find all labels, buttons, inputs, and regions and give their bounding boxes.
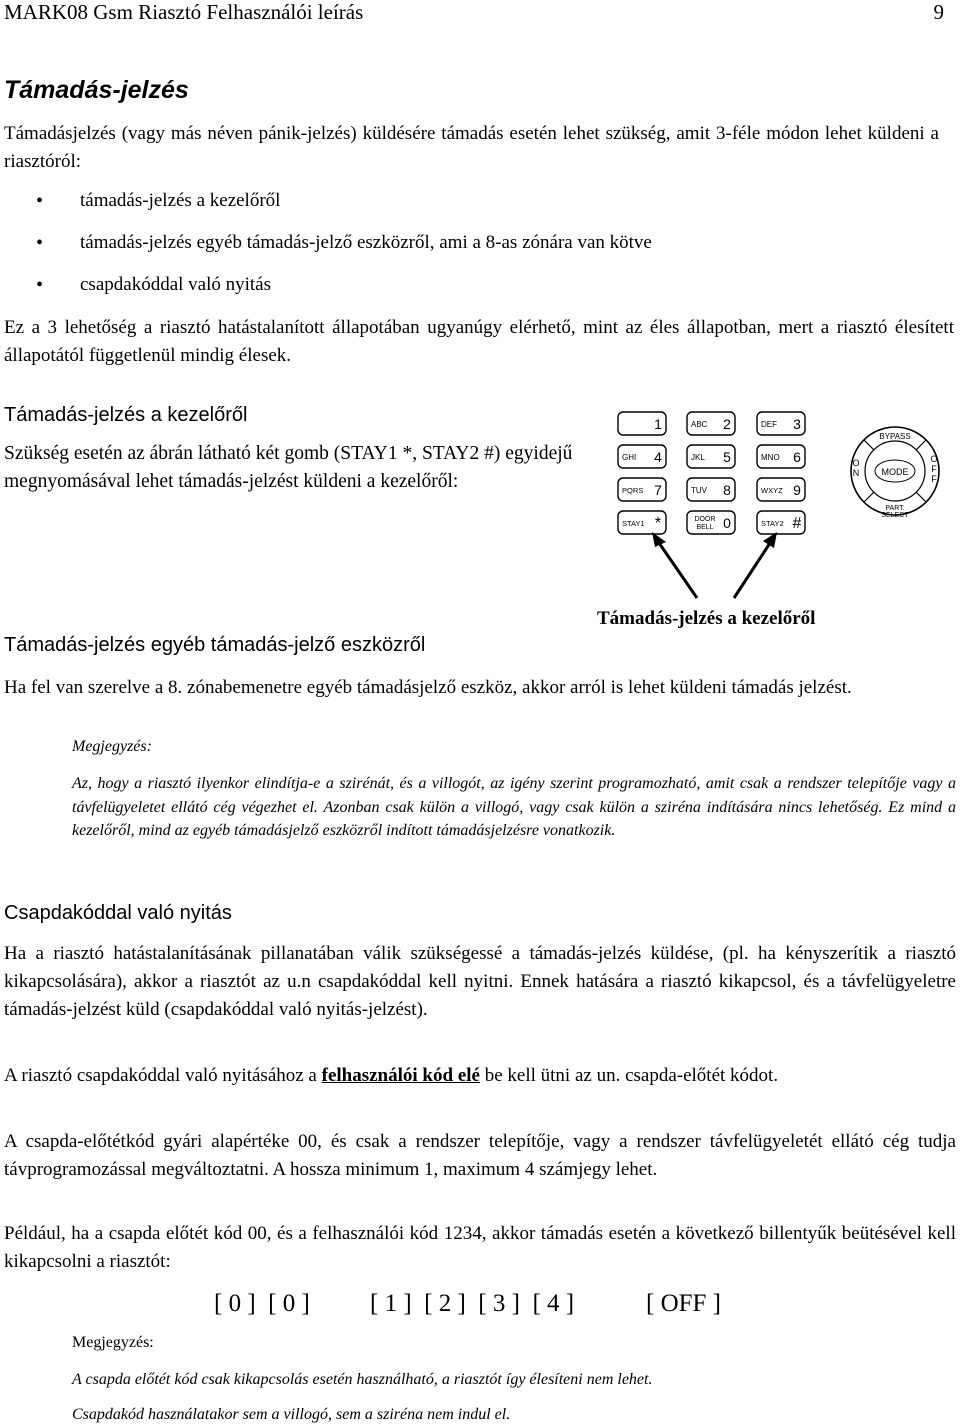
csapdakod-instruction: A riasztó csapdakóddal való nyitásához a felhasználói kód elé be kell ütni az un. csapda-előtét kódot. bbox=[4, 1065, 779, 1086]
svg-text:0: 0 bbox=[723, 515, 731, 531]
bullet-icon: • bbox=[36, 190, 44, 212]
svg-text:7: 7 bbox=[654, 482, 662, 498]
kezelo-paragraph: Szükség esetén az ábrán látható két gomb (STAY1 *, STAY2 #) egyidejű megnyomásával lehet támadás-jelzést küldeni a kezelőről: bbox=[4, 443, 573, 492]
availability-paragraph: Ez a 3 lehetőség a riasztó hatástalanított állapotában ugyanúgy elérhető, mint az éles állapotban, mert a riasztó élesített állapotától függetlenül mindig élesek. bbox=[4, 317, 954, 366]
document-header: MARK08 Gsm Riasztó Felhasználói leírás bbox=[4, 0, 364, 24]
note-line-1: A csapda előtét kód csak kikapcsolás esetén használható, a riasztót így élesíteni nem lehet. bbox=[72, 1371, 653, 1388]
keypad-key-4 bbox=[618, 445, 666, 468]
keypad-key-star bbox=[618, 511, 666, 534]
keypad-caption: Támadás-jelzés a kezelőről bbox=[597, 608, 816, 629]
dial-label-top: BYPASS bbox=[879, 432, 911, 441]
section-title-tamadas-jelzes: Támadás-jelzés bbox=[4, 76, 189, 104]
svg-text:MNO: MNO bbox=[761, 453, 780, 462]
dial-label-left: O N bbox=[852, 458, 860, 478]
keypad-key-6 bbox=[757, 445, 805, 468]
svg-text:*: * bbox=[654, 515, 662, 532]
svg-text:DOOR: DOOR bbox=[694, 516, 716, 523]
keypad-key-5 bbox=[687, 445, 735, 468]
keypad-key-8 bbox=[687, 478, 735, 501]
svg-text:9: 9 bbox=[793, 482, 801, 498]
keypad-key-hash bbox=[757, 511, 805, 534]
dial-label-right: O F F bbox=[930, 454, 938, 484]
svg-text:ABC: ABC bbox=[691, 420, 708, 429]
bullet-item: • támadás-jelzés egyéb támadás-jelző eszközről, ami a 8-as zónára van kötve bbox=[36, 232, 652, 254]
mode-dial bbox=[851, 427, 939, 519]
factory-default-paragraph: A csapda-előtétkód gyári alapértéke 00, és csak a rendszer telepítője, vagy a rendszer távfelügyeletét ellátó cég tudja távprogramozással megváltoztatni. A hossza minimum 1, maximum 4 számjegy lehet. bbox=[4, 1131, 956, 1180]
keypad-key-9 bbox=[757, 478, 805, 501]
svg-text:STAY1: STAY1 bbox=[622, 519, 645, 528]
emphasis-user-code: felhasználói kód elé bbox=[321, 1065, 480, 1086]
code-sequence-user: [ 1 ] [ 2 ] [ 3 ] [ 4 ] bbox=[370, 1290, 575, 1317]
svg-text:DEF: DEF bbox=[761, 420, 777, 429]
svg-text:GHI: GHI bbox=[622, 453, 637, 462]
intro-paragraph: Támadásjelzés (vagy más néven pánik-jelzés) küldésére támadás esetén lehet szükség, amit 3-féle módon lehet küldeni a riasztóról: bbox=[4, 123, 939, 172]
keypad-key-7 bbox=[618, 478, 666, 501]
code-sequence-prefix: [ 0 ] [ 0 ] bbox=[214, 1290, 310, 1317]
svg-text:BELL: BELL bbox=[696, 524, 714, 531]
svg-text:8: 8 bbox=[723, 482, 731, 498]
svg-text:6: 6 bbox=[793, 449, 801, 465]
section-title-csapdakod: Csapdakóddal való nyitás bbox=[4, 902, 232, 924]
example-paragraph: Például, ha a csapda előtét kód 00, és a felhasználói kód 1234, akkor támadás esetén a következő billentyűk beütésével kell kikapcsolni a riasztót: bbox=[4, 1223, 956, 1272]
section-title-kezelo: Támadás-jelzés a kezelőről bbox=[4, 404, 248, 426]
keypad-key-0 bbox=[687, 511, 735, 534]
note-line-2: Csapdakód használatakor sem a villogó, sem a sziréna nem indul el. bbox=[72, 1406, 511, 1423]
bullet-item: • támadás-jelzés a kezelőről bbox=[36, 190, 281, 212]
dial-label-bottom: PART. SELECT bbox=[881, 505, 909, 519]
keypad-key-2 bbox=[687, 412, 735, 435]
svg-text:2: 2 bbox=[723, 416, 731, 432]
arrow-icon bbox=[734, 532, 777, 598]
arrow-icon bbox=[652, 532, 697, 598]
svg-text:1: 1 bbox=[654, 416, 662, 432]
svg-text:3: 3 bbox=[793, 416, 801, 432]
note-label: Megjegyzés: bbox=[72, 1334, 154, 1351]
note-label: Megjegyzés: bbox=[72, 738, 152, 755]
svg-text:WXYZ: WXYZ bbox=[761, 486, 783, 495]
svg-text:PQRS: PQRS bbox=[622, 486, 644, 495]
page-number: 9 bbox=[933, 0, 944, 24]
svg-text:TUV: TUV bbox=[691, 486, 707, 495]
keypad-key-1 bbox=[618, 412, 666, 435]
dial-label-center: MODE bbox=[881, 467, 909, 477]
eszkoz-paragraph: Ha fel van szerelve a 8. zónabemenetre egyéb támadásjelző eszköz, akkor arról is lehet küldeni támadás jelzést. bbox=[4, 677, 852, 698]
svg-text:5: 5 bbox=[723, 449, 731, 465]
svg-text:#: # bbox=[792, 515, 802, 532]
bullet-icon: • bbox=[36, 274, 44, 296]
svg-text:STAY2: STAY2 bbox=[761, 519, 784, 528]
bullet-item: • csapdakóddal való nyitás bbox=[36, 274, 272, 296]
note-text: Az, hogy a riasztó ilyenkor elindítja-e a szirénát, és a villogót, az igény szerint programozható, amit csak a rendszer telepítője vagy a távfelügyeletet ellátó cég végezhet el. Azonban csak külön a villogó, vagy csak külön a sziréna indítására nincs lehetőség. Ez mind a kezelőről, mind az egyéb támadásjelző eszközről indított támadásjelzésre vonatkozik. bbox=[72, 775, 956, 839]
bullet-icon: • bbox=[36, 232, 44, 254]
code-sequence-off: [ OFF ] bbox=[646, 1290, 722, 1317]
section-title-eszkoz: Támadás-jelzés egyéb támadás-jelző eszközről bbox=[4, 634, 426, 656]
csapdakod-paragraph: Ha a riasztó hatástalanításának pillanatában válik szükségessé a támadás-jelzés küldése, (pl. ha kényszerítik a riasztó kikapcsolására), akkor a riasztót az u.n csapdakóddal kell nyitni. Ennek hatására a riasztó kikapcsol, és a távfelügyeletre támadás-jelzést küld (csapdakóddal való nyitás-jelzést). bbox=[4, 943, 956, 1020]
keypad-illustration bbox=[600, 400, 960, 640]
svg-text:JKL: JKL bbox=[691, 453, 705, 462]
keypad-key-3 bbox=[757, 412, 805, 435]
svg-text:4: 4 bbox=[654, 449, 662, 465]
